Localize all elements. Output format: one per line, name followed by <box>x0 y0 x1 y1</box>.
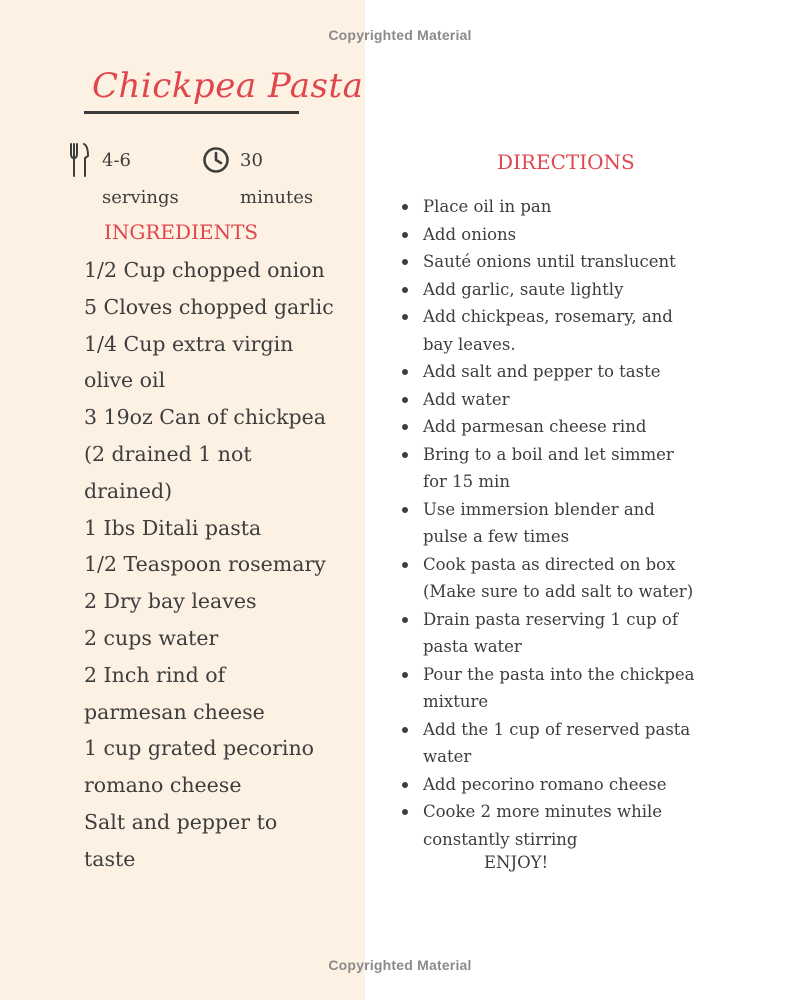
fork-knife-icon <box>68 142 90 182</box>
recipe-title: Chickpea Pasta <box>92 66 364 106</box>
direction-step: Add the 1 cup of reserved pasta water <box>423 716 698 771</box>
direction-step: Sauté onions until translucent <box>423 248 698 276</box>
directions-list <box>423 193 698 853</box>
ingredient-item: 3 19oz Can of chickpea (2 drained 1 not drained) <box>84 405 326 503</box>
direction-step: Place oil in pan <box>423 193 698 221</box>
direction-step: Add chickpeas, rosemary, and bay leaves. <box>423 303 698 358</box>
direction-step: Use immersion blender and pulse a few times <box>423 496 698 551</box>
copyright-watermark-top: Copyrighted Material <box>328 27 472 43</box>
ingredient-item: 5 Cloves chopped garlic <box>84 294 334 319</box>
ingredient-item: 2 Dry bay leaves <box>84 589 257 614</box>
direction-step: Cook pasta as directed on box (Make sure to add salt to water) <box>423 551 698 606</box>
time-label: minutes <box>240 187 314 208</box>
ingredient-item: 1 Ibs Ditali pasta <box>84 515 262 540</box>
direction-step: Add salt and pepper to taste <box>423 358 698 386</box>
ingredient-item: 2 Inch rind of parmesan cheese <box>84 662 265 724</box>
direction-step: Add garlic, saute lightly <box>423 276 698 304</box>
time-value: 30 <box>240 150 263 171</box>
enjoy-closing: ENJOY! <box>484 853 549 872</box>
copyright-watermark-bottom: Copyrighted Material <box>328 957 472 973</box>
direction-step: Pour the pasta into the chickpea mixture <box>423 661 698 716</box>
ingredients-heading: INGREDIENTS <box>104 220 259 244</box>
direction-step: Bring to a boil and let simmer for 15 min <box>423 441 698 496</box>
ingredient-item: 1/2 Teaspoon rosemary <box>84 552 326 577</box>
title-underline <box>84 111 299 114</box>
servings-label: servings <box>102 187 179 208</box>
ingredient-item: 1/4 Cup extra virgin olive oil <box>84 331 294 393</box>
direction-step: Add pecorino romano cheese <box>423 771 698 799</box>
direction-step: Add onions <box>423 221 698 249</box>
ingredient-item: Salt and pepper to taste <box>84 809 278 871</box>
direction-step: Add water <box>423 386 698 414</box>
clock-icon <box>202 146 230 178</box>
ingredient-item: 1 cup grated pecorino romano cheese <box>84 736 315 798</box>
ingredient-item: 2 cups water <box>84 625 219 650</box>
direction-step: Drain pasta reserving 1 cup of pasta water <box>423 606 698 661</box>
direction-step: Add parmesan cheese rind <box>423 413 698 441</box>
direction-step: Cooke 2 more minutes while constantly stirring <box>423 798 698 853</box>
servings-value: 4-6 <box>102 150 131 171</box>
ingredient-item: 1/2 Cup chopped onion <box>84 258 325 282</box>
ingredients-list <box>84 252 334 878</box>
directions-heading: DIRECTIONS <box>497 150 635 174</box>
